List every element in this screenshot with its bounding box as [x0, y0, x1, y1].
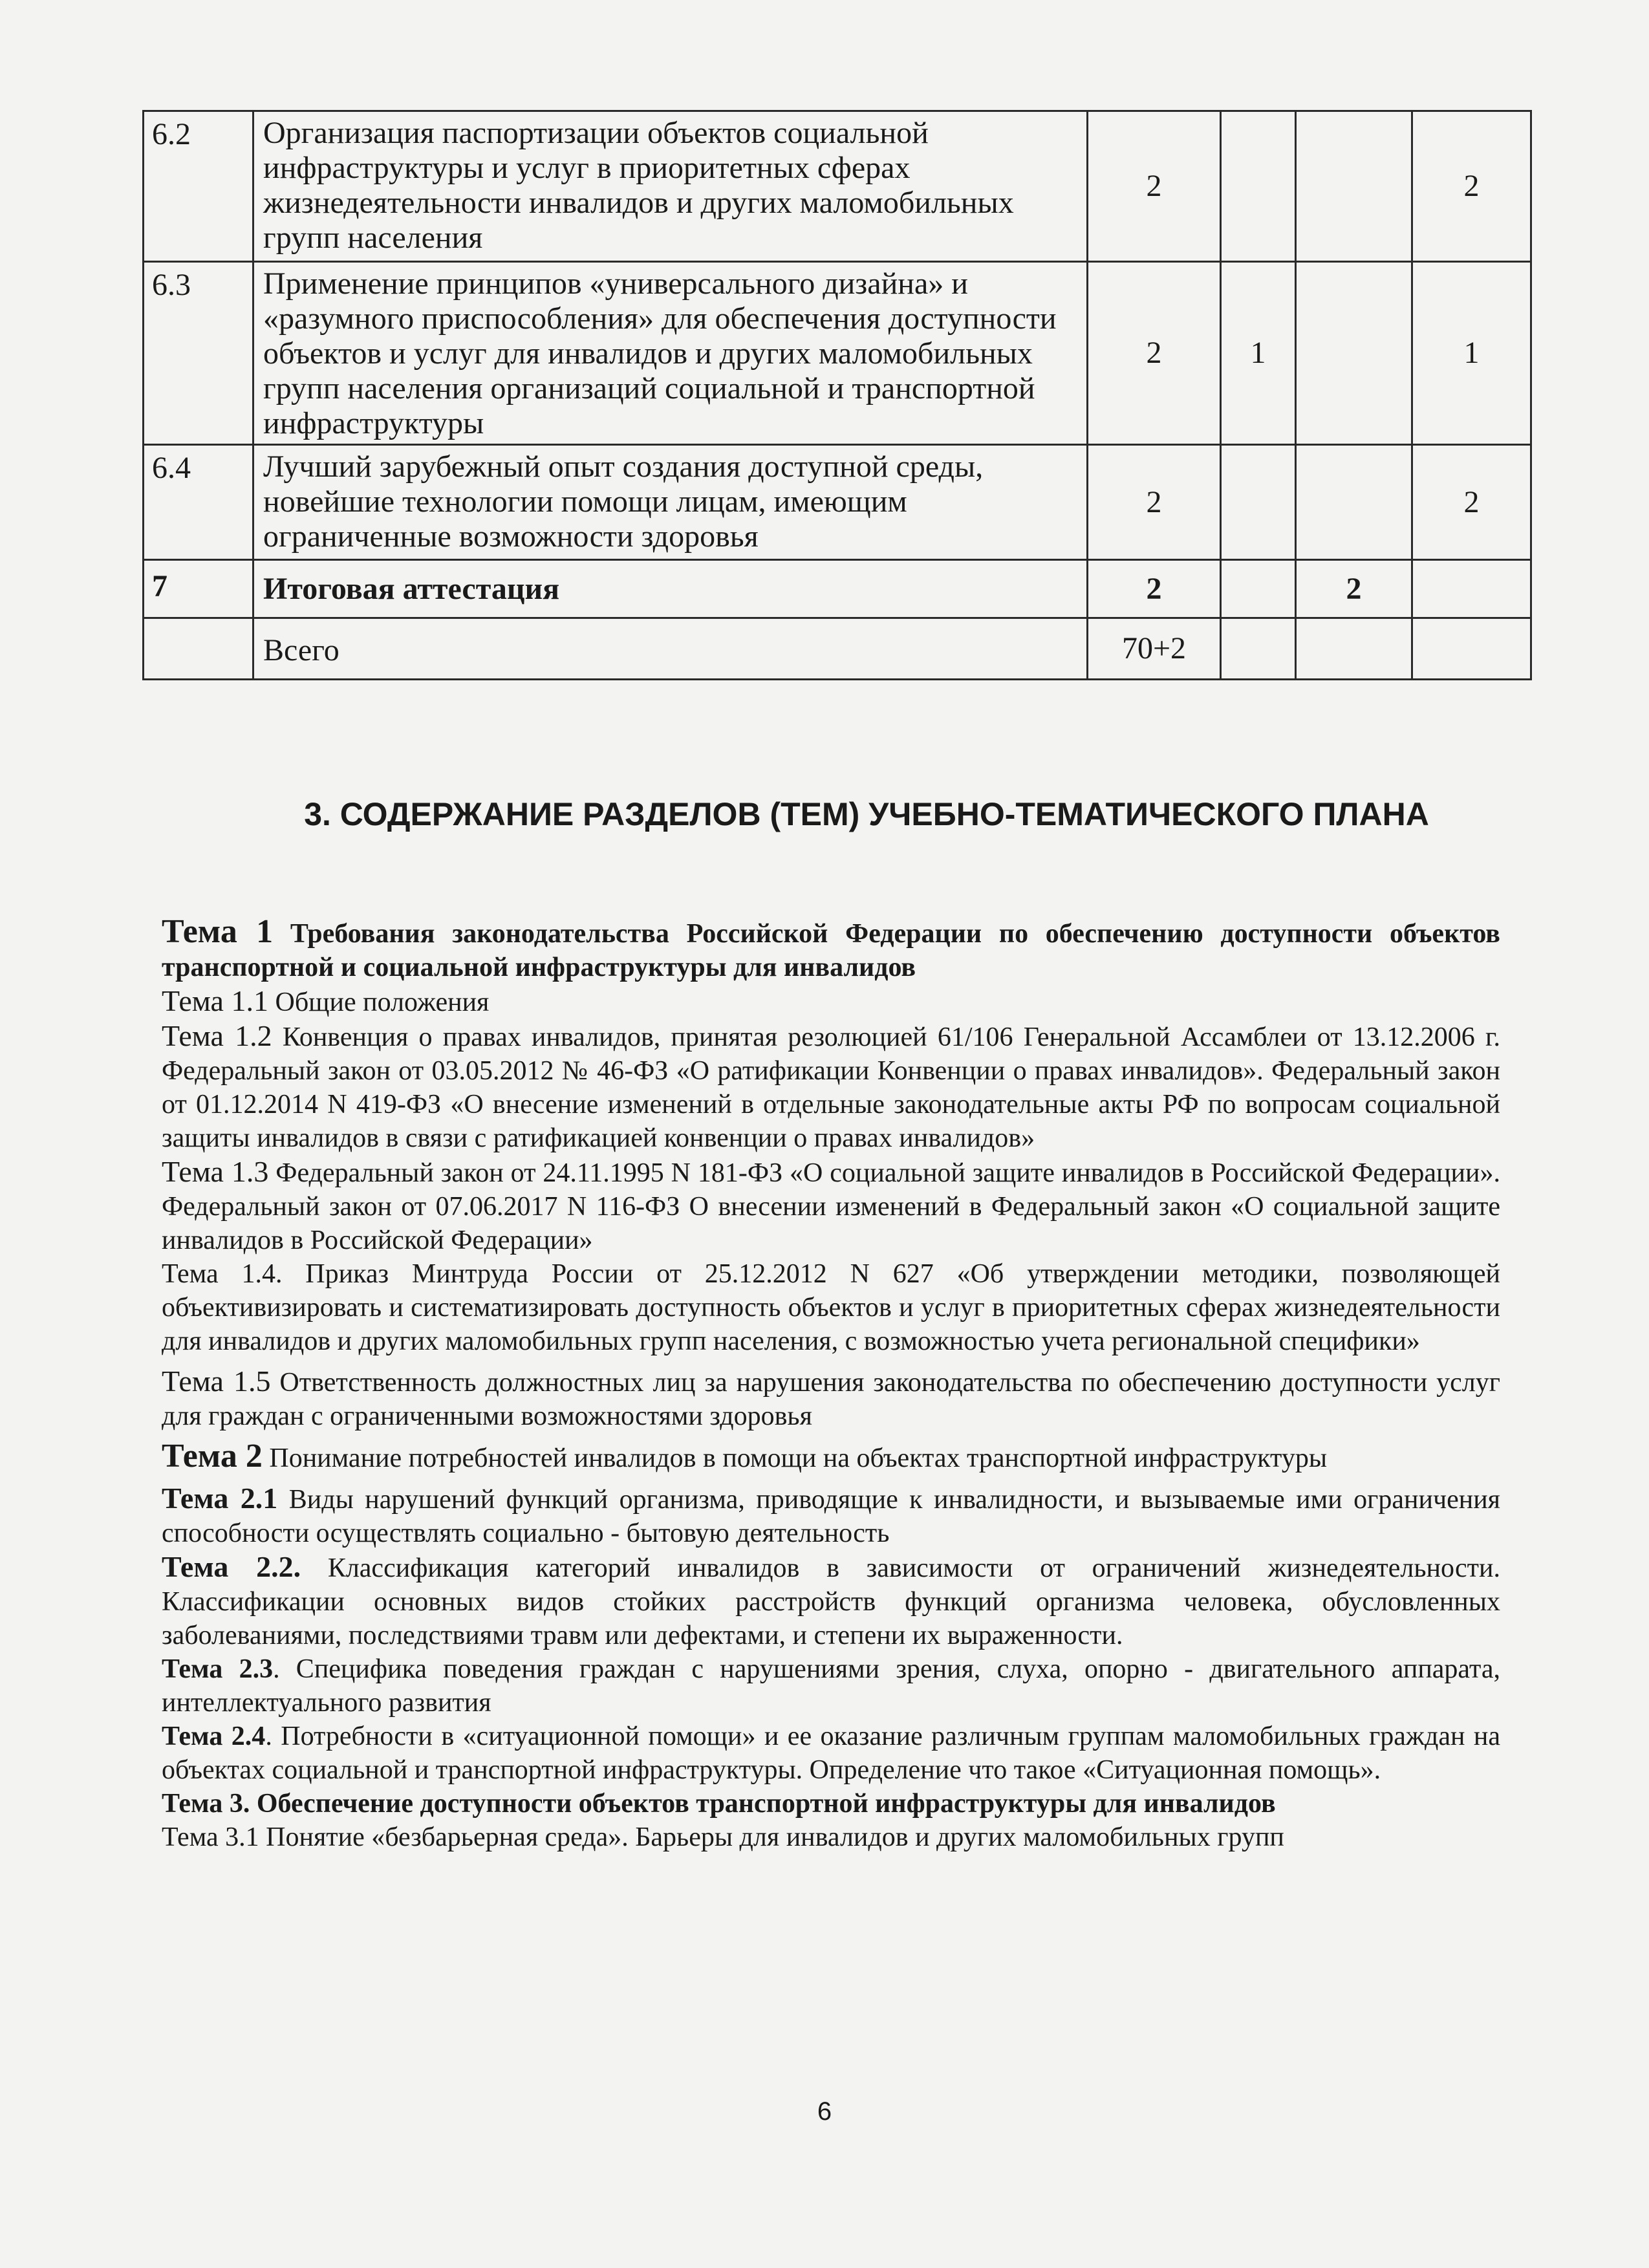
row-number: 6.2	[144, 111, 253, 262]
topic-paragraph	[162, 1257, 1500, 1358]
table-row	[144, 262, 1531, 445]
topic-paragraph	[162, 984, 1500, 1019]
row-topic: Всего	[253, 618, 1088, 680]
row-topic: Организация паспортизации объектов социальной инфраструктуры и услуг в приоритетных сферах жизнедеятельности инвалидов и других маломобильных групп населения	[253, 111, 1088, 262]
row-hours-col4	[1412, 560, 1531, 618]
topic-text: . Специфика поведения граждан с нарушениями зрения, слуха, опорно - двигательного аппарата, интеллектуального развития	[162, 1654, 1500, 1718]
row-hours-col3	[1296, 262, 1412, 445]
row-topic: Лучший зарубежный опыт создания доступной среды, новейшие технологии помощи лицам, имеющим ограниченные возможности здоровья	[253, 445, 1088, 560]
topic-text: Ответственность должностных лиц за нарушения законодательства по обеспечению доступности услуг для граждан с ограниченными возможностями здоровья	[162, 1368, 1500, 1431]
table-row	[144, 560, 1531, 618]
topic-label: Тема 3.1	[162, 1822, 259, 1852]
topic-paragraph	[162, 915, 1500, 984]
row-hours-col3	[1296, 111, 1412, 262]
topic-label: Тема 1.1	[162, 984, 268, 1017]
table-row	[144, 445, 1531, 560]
topic-text: Классификация категорий инвалидов в зависимости от ограничений жизнедеятельности. Классификации основных видов стойких расстройств функций организма человека, обусловленных заболеваниями, последствиями травм или дефектами, и степени их выраженности.	[162, 1553, 1500, 1650]
topic-paragraph	[162, 1440, 1500, 1475]
row-hours-col3: 2	[1296, 560, 1412, 618]
topic-label: Тема 1	[162, 913, 274, 950]
topic-label: Тема 2	[162, 1438, 263, 1474]
topic-label: Тема 2.1	[162, 1482, 278, 1515]
topic-text: . Потребности в «ситуационной помощи» и ее оказание различным группам маломобильных граждан на объектах социальной и транспортной инфраструктуры. Определение что такое «Ситуационная помощь».	[162, 1722, 1500, 1785]
topic-text: Понятие «безбарьерная среда». Барьеры для инвалидов и других маломобильных групп	[259, 1822, 1284, 1852]
row-hours-col2	[1221, 445, 1296, 560]
topic-label: Тема 1.2	[162, 1019, 272, 1052]
row-hours-col4: 1	[1412, 262, 1531, 445]
topic-text: Общие положения	[268, 988, 490, 1017]
topic-text: Требования законодательства Российской Федерации по обеспечению доступности объектов транспортной и социальной инфраструктуры для инвалидов	[162, 919, 1500, 982]
page-number: 6	[817, 2097, 832, 2126]
section-content	[162, 915, 1500, 1854]
topic-text: Приказ Минтруда России от 25.12.2012 N 627 «Об утверждении методики, позволяющей объективизировать и систематизировать доступность объектов и услуг в приоритетных сферах жизнедеятельности для инвалидов и других маломобильных групп населения, с возможностью учета региональной специфики»	[162, 1259, 1500, 1356]
row-hours-col2	[1221, 560, 1296, 618]
row-hours-total: 2	[1088, 445, 1221, 560]
row-hours-col3	[1296, 618, 1412, 680]
row-hours-col4	[1412, 618, 1531, 680]
topic-label: Тема 1.4.	[162, 1259, 283, 1289]
row-hours-total: 70+2	[1088, 618, 1221, 680]
row-hours-col2	[1221, 618, 1296, 680]
topic-text: Конвенция о правах инвалидов, принятая резолюцией 61/106 Генеральной Ассамблеи от 13.12.2006 г. Федеральный закон от 03.05.2012 № 46-ФЗ «О ратификации Конвенции о правах инвалидов». Федеральный закон от 01.12.2014 N 419-ФЗ «О внесение изменений в отдельные законодательные акты РФ по вопросам социальной защиты инвалидов в связи с ратификацией конвенции о правах инвалидов»	[162, 1022, 1500, 1153]
row-hours-col4: 2	[1412, 111, 1531, 262]
section-heading: 3. СОДЕРЖАНИЕ РАЗДЕЛОВ (ТЕМ) УЧЕБНО-ТЕМАТИЧЕСКОГО ПЛАНА	[304, 796, 1429, 832]
topic-label: Тема 2.4	[162, 1722, 266, 1751]
topic-text: Обеспечение доступности объектов транспортной инфраструктуры для инвалидов	[250, 1789, 1276, 1819]
row-hours-total: 2	[1088, 111, 1221, 262]
row-hours-col2: 1	[1221, 262, 1296, 445]
table-row	[144, 111, 1531, 262]
topic-label: Тема 1.3	[162, 1155, 269, 1188]
topic-paragraph	[162, 1019, 1500, 1155]
topic-text: Виды нарушений функций организма, приводящие к инвалидности, и вызываемые ими ограничения способности осуществлять социально - бытовую деятельность	[162, 1485, 1500, 1548]
row-number: 6.3	[144, 262, 253, 445]
row-hours-col3	[1296, 445, 1412, 560]
topic-paragraph	[162, 1482, 1500, 1550]
topic-paragraph	[162, 1155, 1500, 1257]
topic-text: Федеральный закон от 24.11.1995 N 181-ФЗ «О социальной защите инвалидов в Российской Федерации». Федеральный закон от 07.06.2017 N 116-ФЗ О внесении изменений в Федеральный закон «О социальной защите инвалидов в Российской Федерации»	[162, 1158, 1500, 1255]
topic-label: Тема 3.	[162, 1789, 250, 1819]
topic-text: Понимание потребностей инвалидов в помощи на объектах транспортной инфраструктуры	[262, 1443, 1328, 1473]
row-number: 7	[144, 560, 253, 618]
row-hours-total: 2	[1088, 262, 1221, 445]
row-hours-total: 2	[1088, 560, 1221, 618]
topic-paragraph	[162, 1652, 1500, 1720]
topic-label: Тема 2.3	[162, 1654, 274, 1684]
table-row	[144, 618, 1531, 680]
row-number	[144, 618, 253, 680]
curriculum-table	[142, 110, 1532, 680]
topic-paragraph	[162, 1550, 1500, 1652]
topic-paragraph	[162, 1787, 1500, 1820]
topic-paragraph	[162, 1820, 1500, 1854]
row-hours-col4: 2	[1412, 445, 1531, 560]
topic-paragraph	[162, 1720, 1500, 1787]
topic-label: Тема 1.5	[162, 1365, 271, 1398]
topic-label: Тема 2.2.	[162, 1550, 301, 1583]
row-topic: Применение принципов «универсального дизайна» и «разумного приспособления» для обеспечения доступности объектов и услуг для инвалидов и других маломобильных групп населения организаций социальной и транспортной инфраструктуры	[253, 262, 1088, 445]
row-topic: Итоговая аттестация	[253, 560, 1088, 618]
row-number: 6.4	[144, 445, 253, 560]
row-hours-col2	[1221, 111, 1296, 262]
topic-paragraph	[162, 1365, 1500, 1433]
